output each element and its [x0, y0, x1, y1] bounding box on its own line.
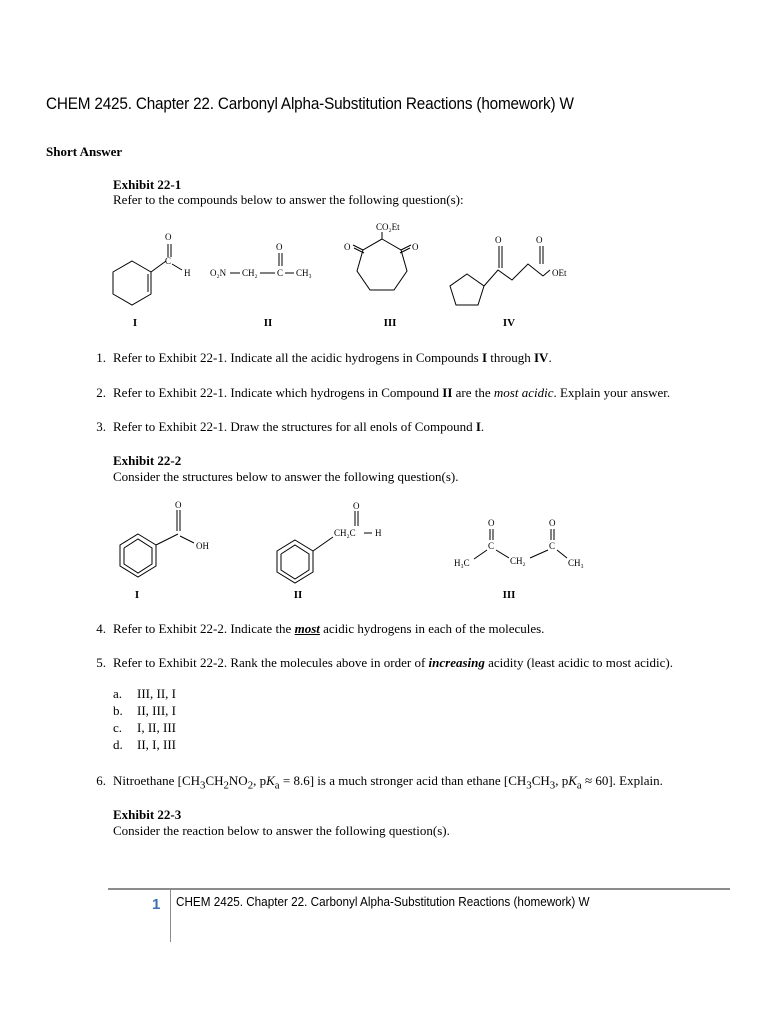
atom-ch2: CH₂	[510, 556, 526, 566]
atom-o: O	[488, 518, 495, 528]
compound-label-2: II	[263, 317, 273, 329]
exhibit-2-title: Exhibit 22-2	[113, 453, 182, 468]
exhibit-1-title: Exhibit 22-1	[113, 177, 182, 192]
atom-o: O	[276, 242, 283, 252]
atom-o: O	[495, 235, 502, 245]
atom-o: O	[165, 232, 172, 242]
page-number: 1	[152, 896, 161, 913]
atom-oet: OEt	[552, 268, 567, 278]
compound-label-3: III	[383, 317, 397, 329]
atom-h: H	[375, 528, 382, 538]
footer-divider	[108, 888, 730, 890]
atom-co2et: CO₂Et	[376, 222, 400, 232]
exhibit-3-intro: Consider the reaction below to answer the following question(s).	[113, 823, 450, 838]
structure-label-1: I	[134, 589, 140, 601]
atom-ch2c: CH₂C	[334, 528, 356, 538]
atom-o: O	[353, 501, 360, 511]
phenylacetaldehyde-structure	[277, 511, 372, 583]
atom-ch2: CH₂	[242, 268, 258, 278]
footer-vertical-divider	[170, 890, 171, 942]
atom-ch3: CH₃	[568, 558, 584, 568]
atom-h: H	[184, 268, 191, 278]
atom-c: C	[549, 541, 556, 551]
exhibit-3-title: Exhibit 22-3	[113, 807, 182, 822]
structure-label-3: III	[502, 589, 516, 601]
compound-3-structure	[353, 232, 411, 290]
exhibit-1-intro: Refer to the compounds below to answer the following question(s):	[113, 192, 464, 207]
exhibit-1-structures	[100, 220, 600, 312]
compound-4-structure	[450, 246, 550, 305]
section-title: Short Answer	[46, 144, 123, 159]
atom-c: C	[488, 541, 495, 551]
atom-o2n: O₂N	[210, 268, 227, 278]
structure-label-2: II	[293, 589, 303, 601]
compound-1-structure	[113, 244, 182, 305]
compound-label-1: I	[132, 317, 138, 329]
atom-c: C	[165, 256, 172, 266]
atom-oh: OH	[196, 541, 209, 551]
exhibit-2-intro: Consider the structures below to answer the following question(s).	[113, 469, 459, 484]
atom-o: O	[549, 518, 556, 528]
benzoic-acid-structure	[120, 510, 194, 577]
compound-2-bonds	[230, 253, 294, 273]
atom-o: O	[344, 242, 351, 252]
atom-o: O	[175, 500, 182, 510]
atom-o: O	[412, 242, 419, 252]
atom-ch3: CH₃	[296, 268, 312, 278]
page-title: CHEM 2425. Chapter 22. Carbonyl Alpha-Substitution Reactions (homework) W	[46, 94, 574, 113]
atom-o: O	[536, 235, 543, 245]
atom-h3c: H₃C	[454, 558, 470, 568]
exhibit-2-structures	[100, 498, 620, 588]
footer-title: CHEM 2425. Chapter 22. Carbonyl Alpha-Substitution Reactions (homework) W	[176, 894, 590, 909]
atom-c: C	[277, 268, 284, 278]
compound-label-4: IV	[502, 317, 516, 329]
cyclohexene-ring	[113, 261, 151, 305]
